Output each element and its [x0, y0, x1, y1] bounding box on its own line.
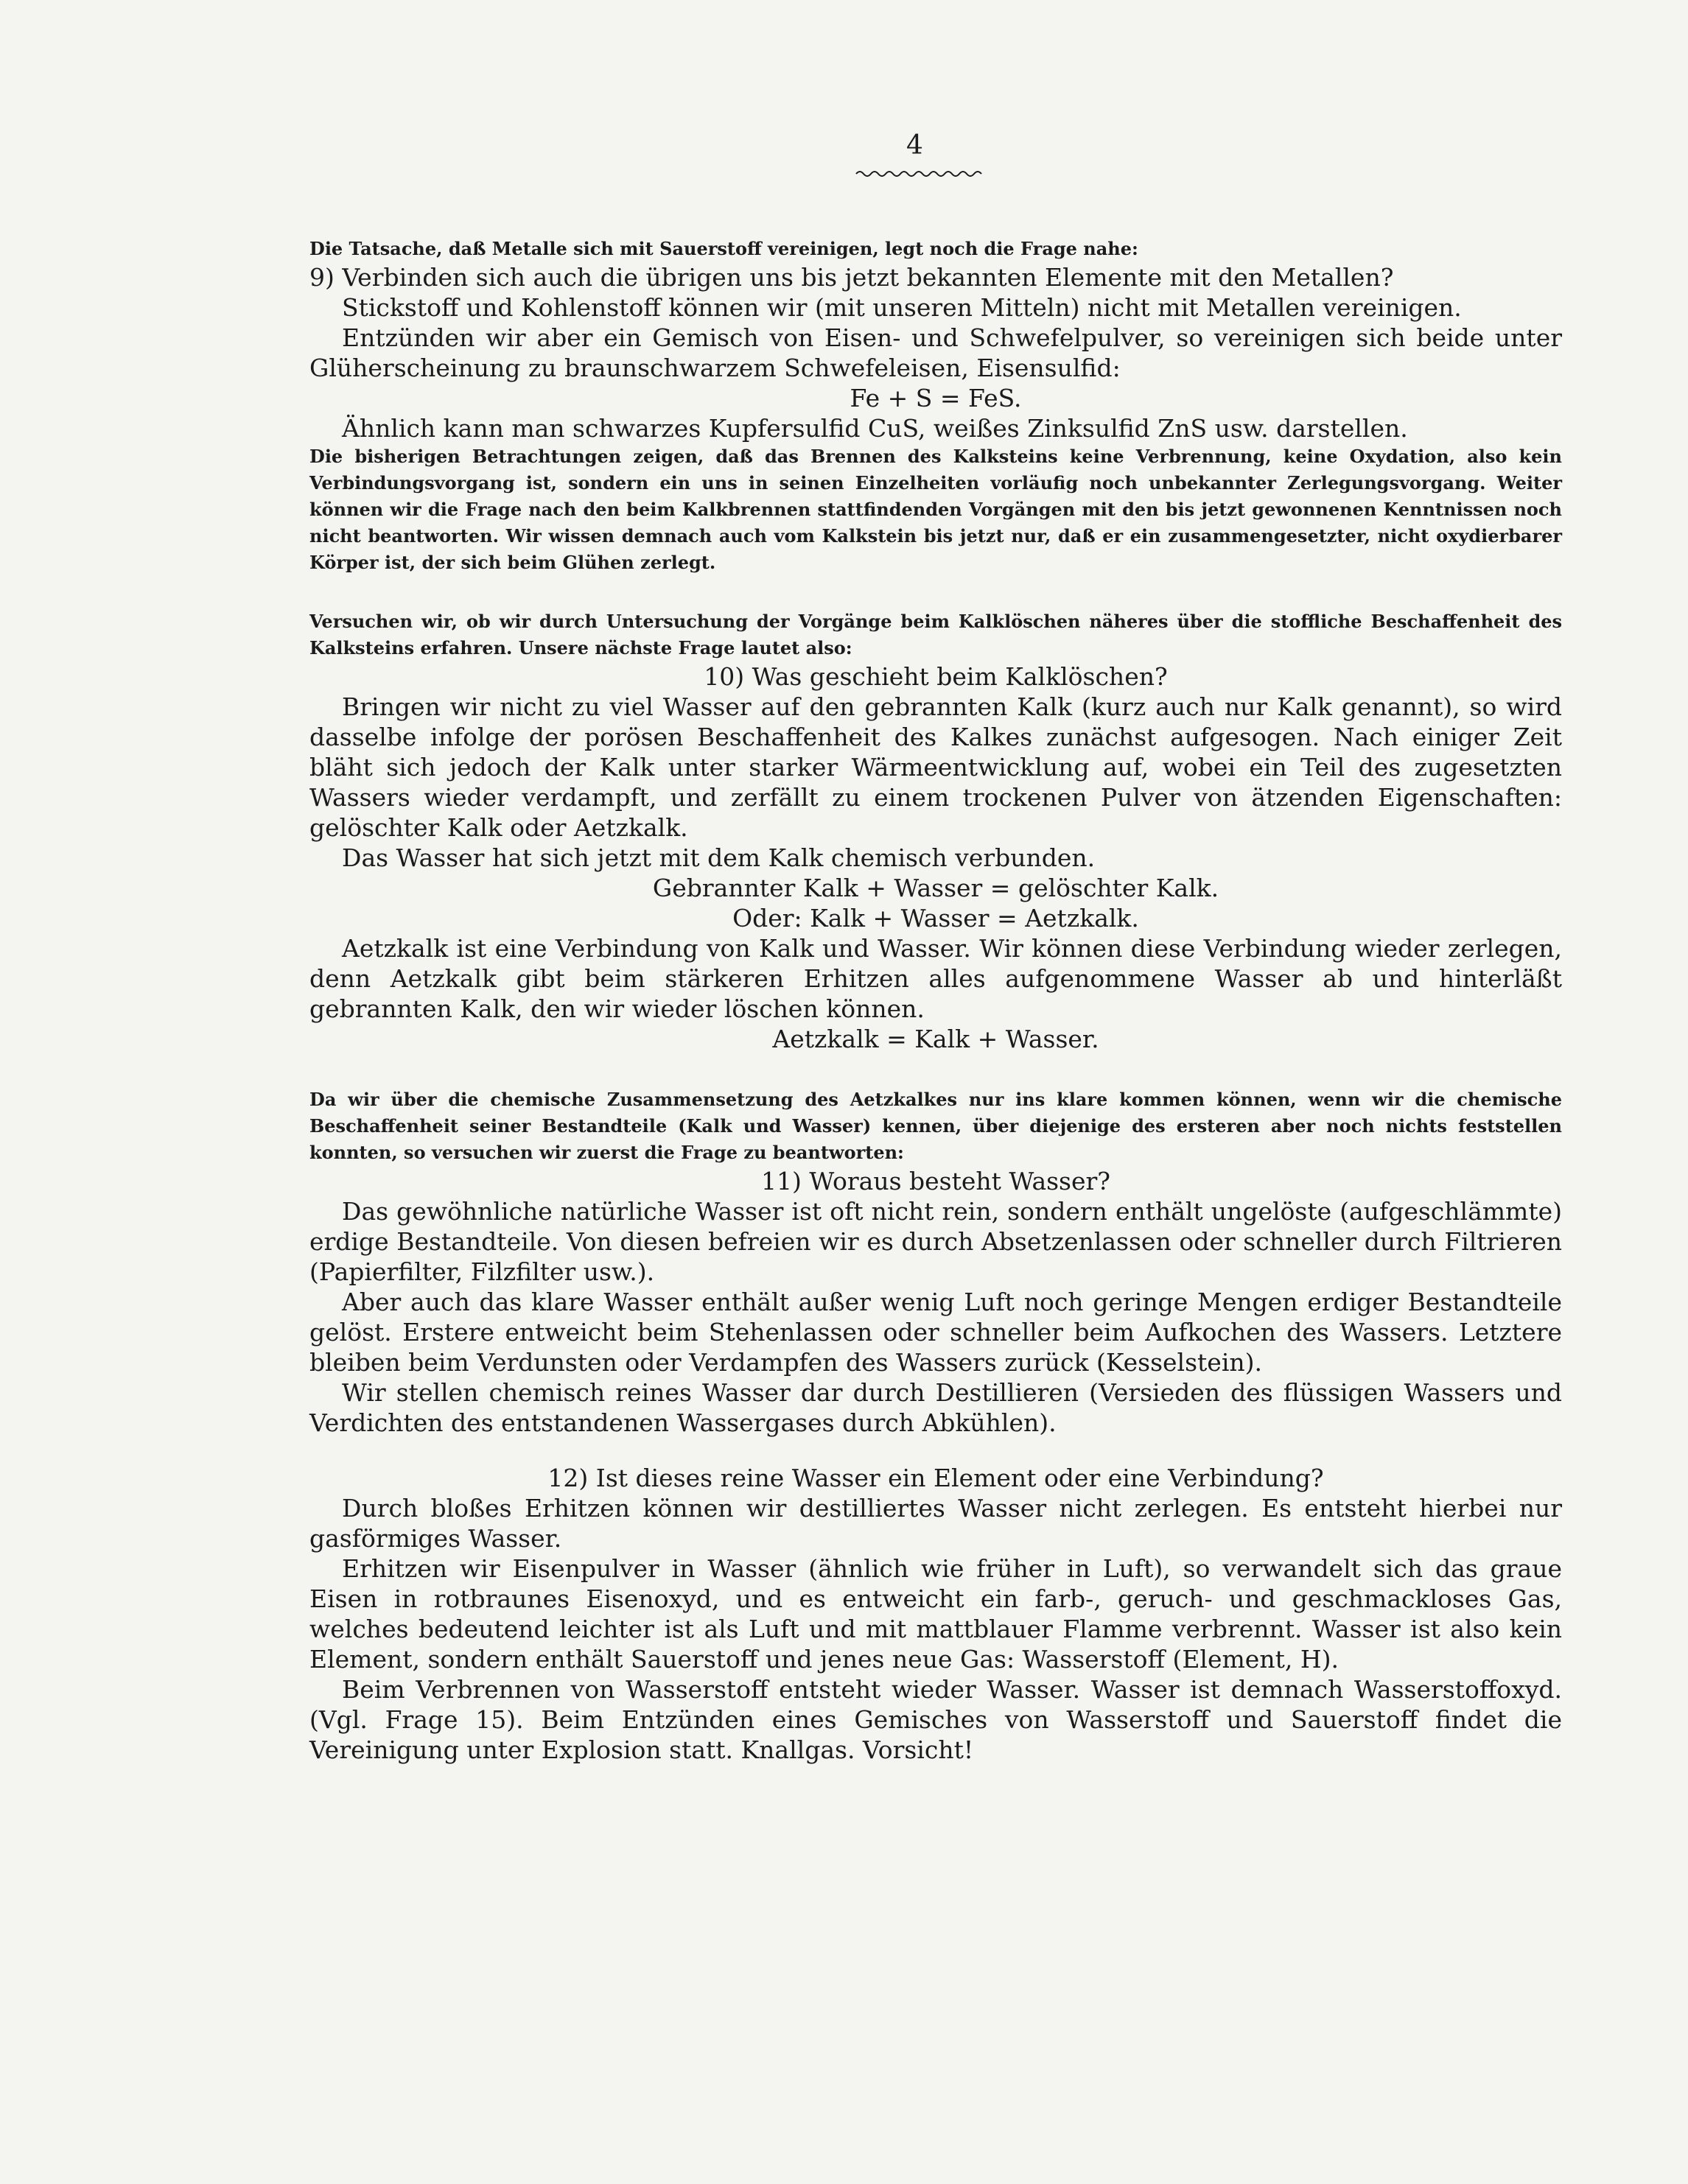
paragraph: Durch bloßes Erhitzen können wir destilliertes Wasser nicht zerlegen. Es entsteht hierbei nur gasförmiges Wasser.: [309, 1494, 1562, 1553]
equation: Aetzkalk = Kalk + Wasser.: [772, 1025, 1099, 1053]
page-number: 4: [906, 130, 923, 161]
paragraph: Entzünden wir aber ein Gemisch von Eisen- und Schwefelpulver, so vereinigen sich beide unter Glüherscheinung zu braunschwarzem Schwefeleisen, Eisensulfid:: [309, 323, 1562, 382]
paragraph: Aetzkalk ist eine Verbindung von Kalk und Wasser. Wir können diese Verbindung wieder zerlegen, denn Aetzkalk gibt beim stärkeren Erhitzen alles aufgenommene Wasser ab und hinterläßt gebrannten Kalk, den wir wieder löschen können.: [309, 934, 1562, 1023]
question-11: 11) Woraus besteht Wasser?: [760, 1167, 1110, 1195]
text-column: [309, 236, 1562, 1765]
small-note: Die bisherigen Betrachtungen zeigen, daß das Brennen des Kalksteins keine Verbrennung, keine Oxydation, also kein Verbindungsvorgang ist, sondern ein uns in seinen Einzelheiten vorläufig noch unbekannter Zerlegungsvorgang. Weiter können wir die Frage nach den beim Kalkbrennen stattfindenden Vorgängen mit den bis jetzt gewonnenen Kenntnissen noch nicht beantworten. Wir wissen demnach auch vom Kalkstein bis jetzt nur, daß er ein zusammengesetzter, nicht oxydierbarer Körper ist, der sich beim Glühen zerlegt.: [309, 446, 1562, 573]
paragraph: Ähnlich kann man schwarzes Kupfersulfid CuS, weißes Zinksulfid ZnS usw. darstellen.: [342, 414, 1408, 443]
question-12: 12) Ist dieses reine Wasser ein Element oder eine Verbindung?: [547, 1464, 1324, 1492]
ornament-rule: [855, 168, 984, 180]
intro-note: Die Tatsache, daß Metalle sich mit Sauerstoff vereinigen, legt noch die Frage nahe:: [309, 238, 1138, 259]
small-note: Versuchen wir, ob wir durch Untersuchung der Vorgänge beim Kalklöschen näheres über die stoffliche Beschaffenheit des Kalksteins erfahren. Unsere nächste Frage lautet also:: [309, 611, 1562, 659]
paragraph: Bringen wir nicht zu viel Wasser auf den gebrannten Kalk (kurz auch nur Kalk genannt), so wird dasselbe infolge der porösen Beschaffenheit des Kalkes zunächst aufgesogen. Nach einiger Zeit bläht sich jedoch der Kalk unter starker Wärmeentwicklung auf, wobei ein Teil des zugesetzten Wassers wieder verdampft, und zerfällt zu einem trockenen Pulver von ätzenden Eigenschaften: gelöschter Kalk oder Aetzkalk.: [309, 692, 1562, 842]
equation: Gebrannter Kalk + Wasser = gelöschter Kalk.: [652, 874, 1219, 902]
paragraph: Beim Verbrennen von Wasserstoff entsteht wieder Wasser. Wasser ist demnach Wasserstoffoxyd. (Vgl. Frage 15). Beim Entzünden eines Gemisches von Wasserstoff und Sauerstoff findet die Vereinigung unter Explosion statt. Knallgas. Vorsicht!: [309, 1675, 1562, 1764]
paragraph: Aber auch das klare Wasser enthält außer wenig Luft noch geringe Mengen erdiger Bestandteile gelöst. Erstere entweicht beim Stehenlassen oder schneller beim Aufkochen des Wassers. Letztere bleiben beim Verdunsten oder Verdampfen des Wassers zurück (Kesselstein).: [309, 1288, 1562, 1377]
paragraph: Wir stellen chemisch reines Wasser dar durch Destillieren (Versieden des flüssigen Wassers und Verdichten des entstandenen Wassergases durch Abkühlen).: [309, 1378, 1562, 1437]
equation: Oder: Kalk + Wasser = Aetzkalk.: [732, 904, 1139, 933]
small-note: Da wir über die chemische Zusammensetzung des Aetzkalkes nur ins klare kommen können, wenn wir die chemische Beschaffenheit seiner Bestandteile (Kalk und Wasser) kennen, über diejenige des ersteren aber noch nichts feststellen konnten, so versuchen wir zuerst die Frage zu beantworten:: [309, 1089, 1562, 1163]
paragraph: Das Wasser hat sich jetzt mit dem Kalk chemisch verbunden.: [342, 843, 1096, 872]
paragraph: Stickstoff und Kohlenstoff können wir (mit unseren Mitteln) nicht mit Metallen vereinigen.: [342, 293, 1462, 322]
question-10: 10) Was geschieht beim Kalklöschen?: [704, 662, 1168, 691]
question-9: 9) Verbinden sich auch die übrigen uns bis jetzt bekannten Elemente mit den Metallen?: [309, 263, 1394, 292]
paragraph: Erhitzen wir Eisenpulver in Wasser (ähnlich wie früher in Luft), so verwandelt sich das graue Eisen in rotbraunes Eisenoxyd, und es entweicht ein farb-, geruch- und geschmackloses Gas, welches bedeutend leichter ist als Luft und mit mattblauer Flamme verbrennt. Wasser ist also kein Element, sondern enthält Sauerstoff und jenes neue Gas: Wasserstoff (Element, H).: [309, 1554, 1562, 1674]
equation: Fe + S = FeS.: [850, 384, 1022, 412]
paragraph: Das gewöhnliche natürliche Wasser ist oft nicht rein, sondern enthält ungelöste (aufgeschlämmte) erdige Bestandteile. Von diesen befreien wir es durch Absetzenlassen oder schneller durch Filtrieren (Papierfilter, Filzfilter usw.).: [309, 1197, 1562, 1286]
